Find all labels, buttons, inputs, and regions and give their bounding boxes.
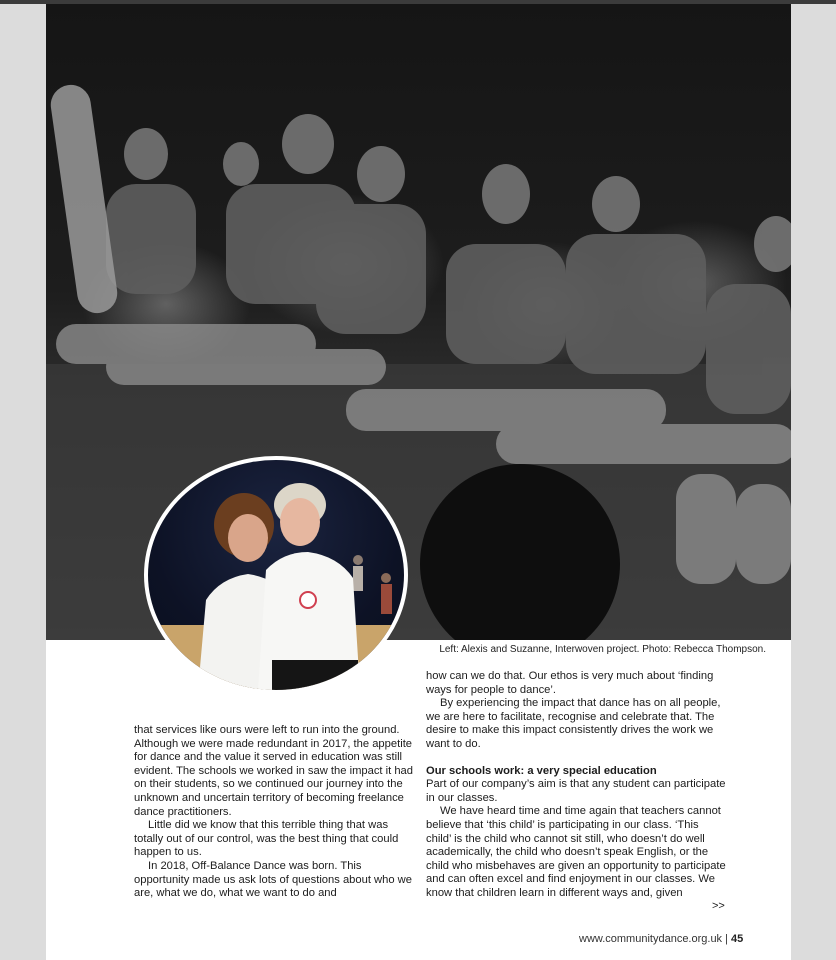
magazine-page bbox=[46, 4, 791, 960]
footer-separator: | bbox=[725, 933, 728, 945]
portrait-inset-shapes bbox=[148, 460, 404, 690]
right-paragraph-3: Part of our company’s aim is that any student can participate in our classes. bbox=[426, 778, 726, 804]
left-text-column bbox=[134, 724, 418, 901]
continue-marker: >> bbox=[712, 900, 725, 912]
right-paragraph-1: how can we do that. Our ethos is very much about ‘finding ways for people to dance’. bbox=[426, 670, 714, 696]
left-paragraph-3: In 2018, Off-Balance Dance was born. This opportunity made us ask lots of questions about who we are, what we do, what we want to do and bbox=[134, 859, 412, 900]
portrait-inset-photo bbox=[144, 456, 408, 694]
footer-url: www.communitydance.org.uk bbox=[579, 933, 723, 945]
left-paragraph-2: Little did we know that this terrible thing that was totally out of our control, was the best thing that could happen to us. bbox=[134, 819, 399, 859]
right-text-column bbox=[426, 670, 726, 901]
section-heading: Our schools work: a very special education bbox=[426, 764, 657, 777]
right-paragraph-2: By experiencing the impact that dance has on all people, we are here to facilitate, recognise and celebrate that. The desire to make this impact consistently drives the work we want to do. bbox=[426, 697, 721, 750]
right-paragraph-4: We have heard time and time again that teachers cannot believe that ‘this child’ is participating in our class. ‘This child’ is the child who cannot sit still, who doesn’t do well academically, the child who doesn’t speak English, or the child who misbehaves are given an opportunity to participate and can often excel and find enjoyment in our classes. We know that children learn in different ways and, given bbox=[426, 805, 726, 899]
page-number: 45 bbox=[731, 933, 744, 945]
page-footer bbox=[579, 933, 743, 945]
left-paragraph-1: that services like ours were left to run into the ground. Although we were made redundant in 2017, the appetite for dance and the value it served in education was still evident. The schools we worked in saw the impact it had on their students, so we continued our journey into the unknown and uncertain territory of becoming freelance dance practitioners. bbox=[134, 724, 414, 818]
photo-caption: Left: Alexis and Suzanne, Interwoven project. Photo: Rebecca Thompson. bbox=[439, 644, 766, 655]
